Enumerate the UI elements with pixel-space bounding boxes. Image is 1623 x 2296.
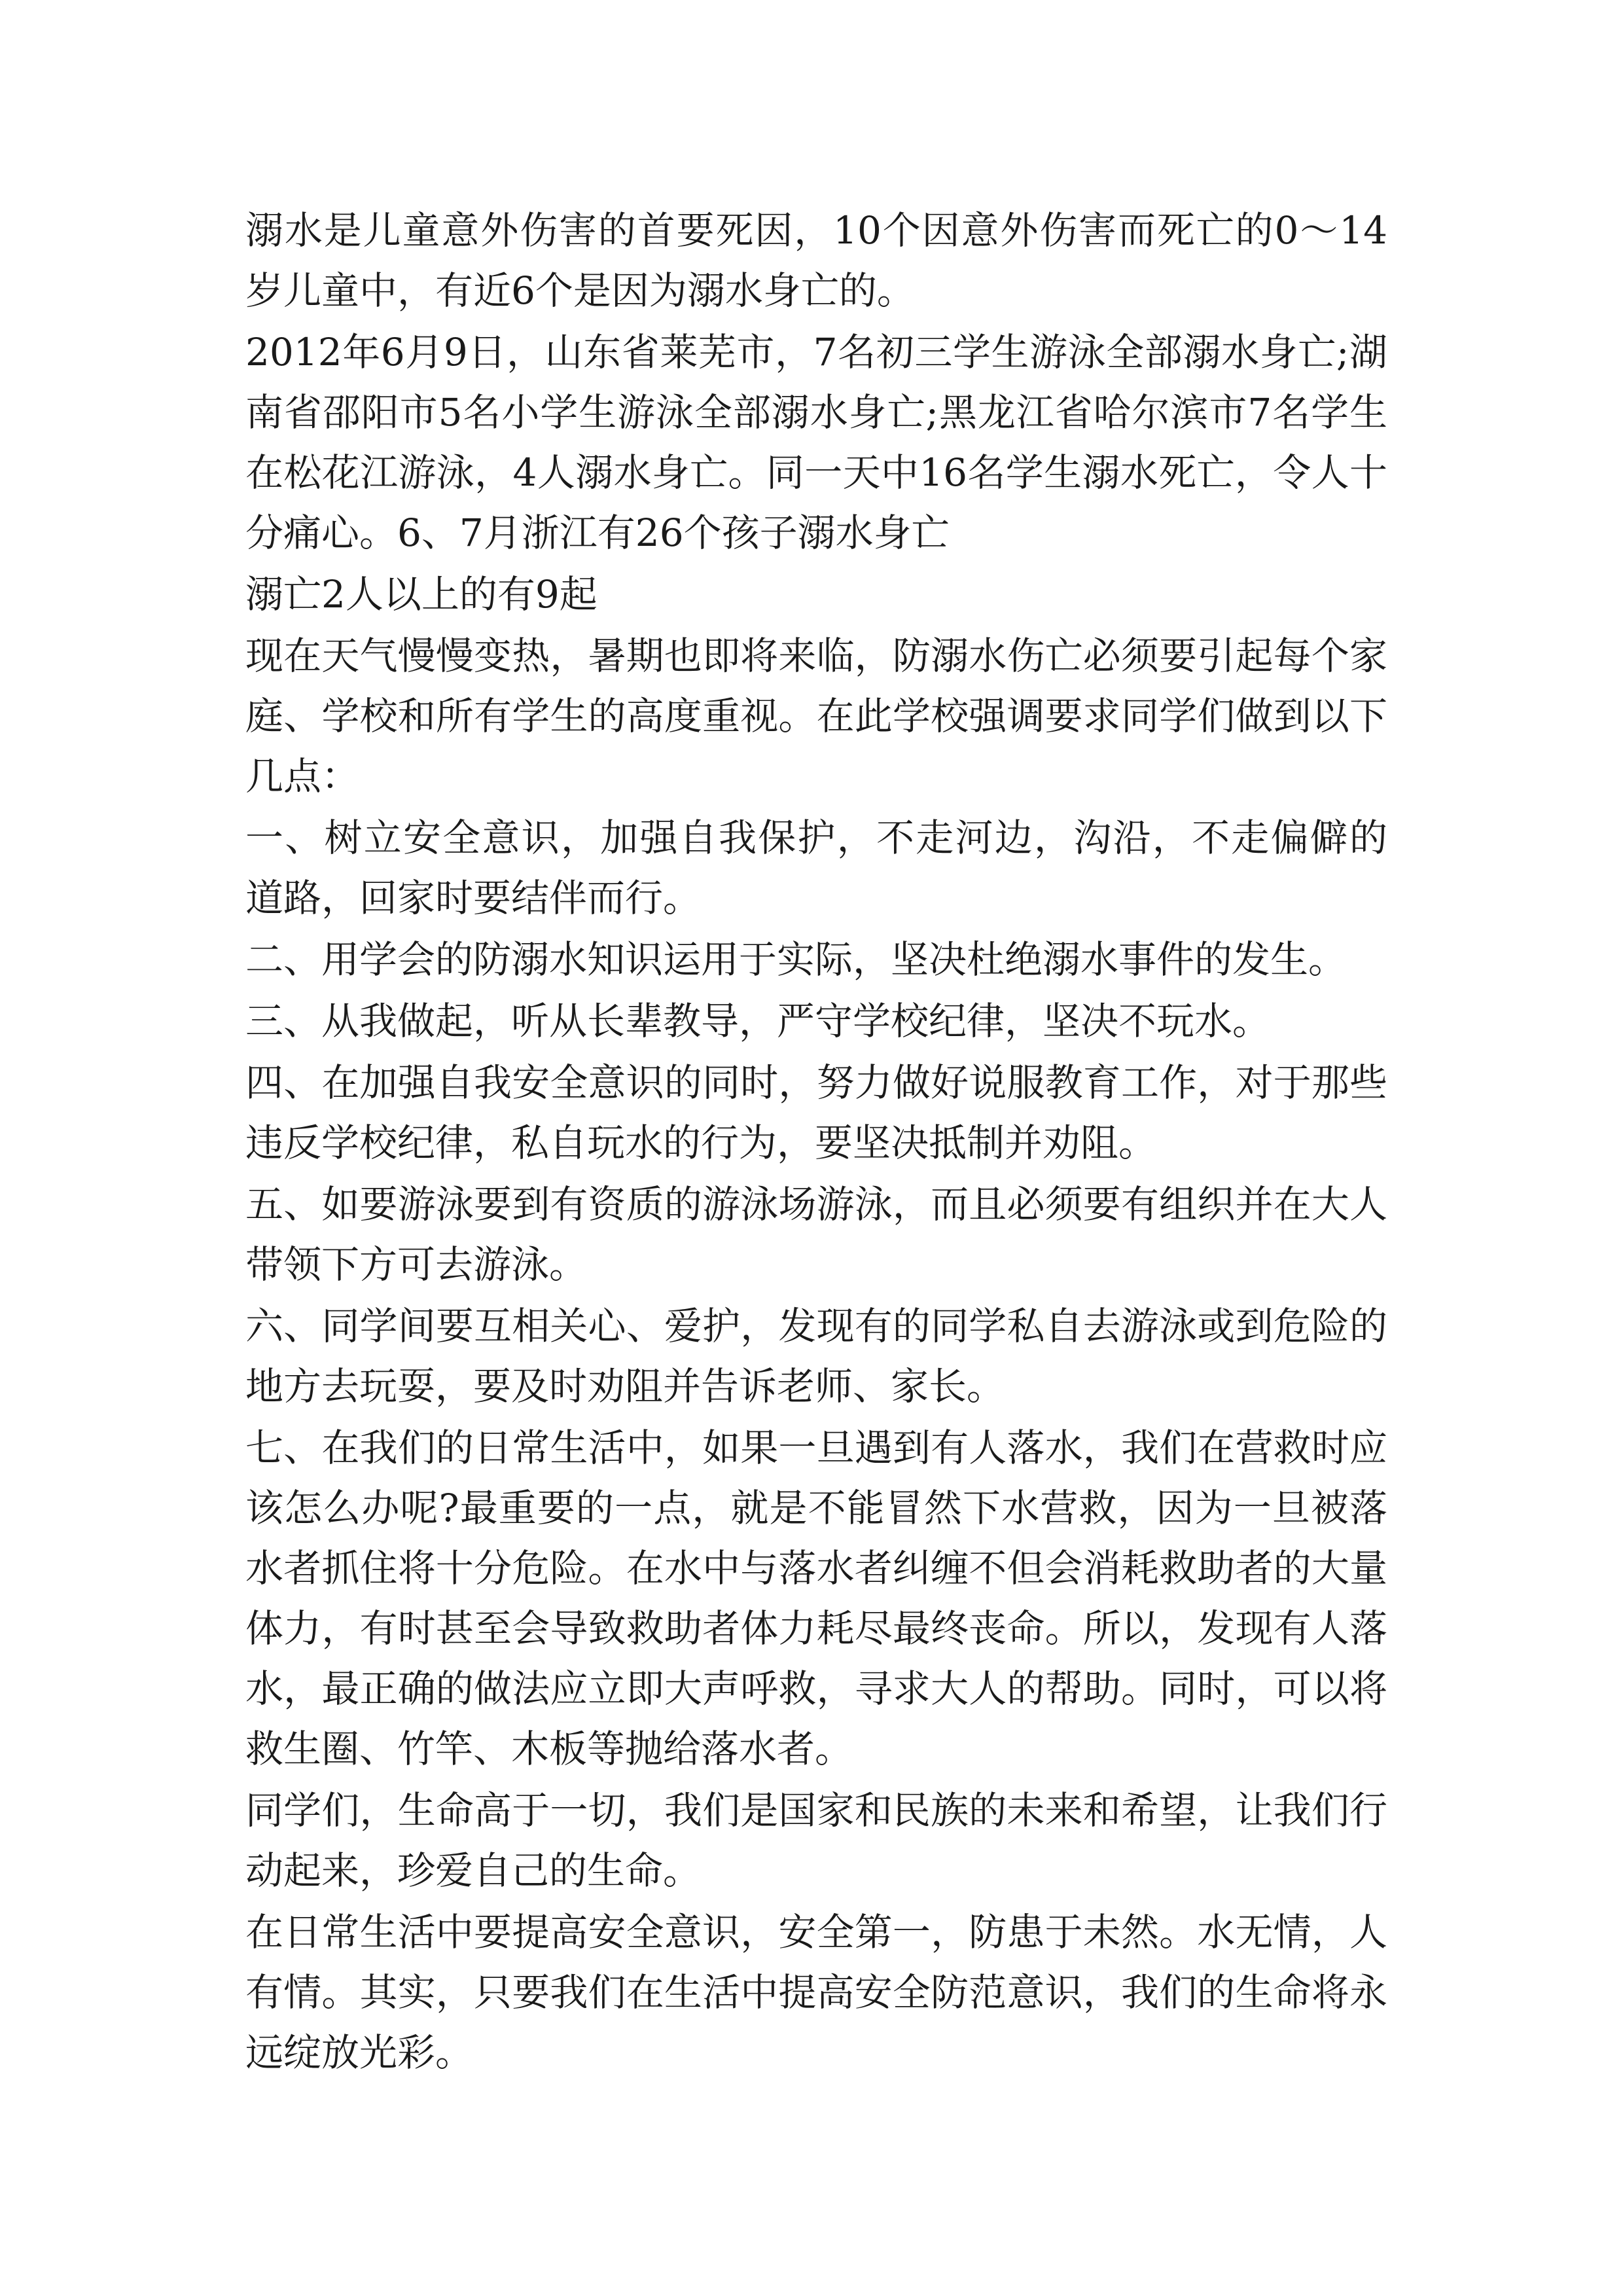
paragraph-2012-incidents: 2012年6月9日，山东省莱芜市，7名初三学生游泳全部溺水身亡;湖南省邵阳市5名小学生游泳全部溺水身亡;黑龙江省哈尔滨市7名学生在松花江游泳，4人溺水身亡。同一天中16名学生溺水死亡，令人十分痛心。6、7月浙江有26个孩子溺水身亡 — [245, 330, 1387, 555]
paragraph-rule-2: 二、用学会的防溺水知识运用于实际，坚决杜绝溺水事件的发生。 — [245, 937, 1347, 982]
paragraph-rule-4: 四、在加强自我安全意识的同时，努力做好说服教育工作，对于那些违反学校纪律，私自玩水的行为，要坚决抵制并劝阻。 — [245, 1060, 1387, 1165]
paragraph-rule-3: 三、从我做起，听从长辈教导，严守学校纪律，坚决不玩水。 — [245, 999, 1271, 1043]
paragraph-conclusion: 在日常生活中要提高安全意识，安全第一，防患于未然。水无情，人有情。其实，只要我们在生活中提高安全防范意识，我们的生命将永远绽放光彩。 — [245, 1910, 1387, 2075]
paragraph-rule-1: 一、树立安全意识，加强自我保护，不走河边，沟沿，不走偏僻的 道路，回家时要结伴而行。 — [245, 816, 1387, 920]
paragraph-rule-7: 七、在我们的日常生活中，如果一旦遇到有人落水，我们在营救时应该怎么办呢?最重要的一点，就是不能冒然下水营救，因为一旦被落水者抓住将十分危险。在水中与落水者纠缠不但会消耗救助者的大量体力，有时甚至会导致救助者体力耗尽最终丧命。所以，发现有人落水，最正确的做法应立即大声呼救，寻求大人的帮助。同时，可以将救生圈、竹竿、木板等抛给落水者。 — [245, 1426, 1387, 1771]
paragraph-drowning-statistic: 溺水是儿童意外伤害的首要死因，10个因意外伤害而死亡的0～14岁儿童中，有近6个是因为溺水身亡的。 — [245, 208, 1387, 313]
paragraph-multiple-deaths: 溺亡2人以上的有9起 — [245, 572, 597, 617]
paragraph-cherish-life: 同学们，生命高于一切，我们是国家和民族的未来和希望，让我们行动起来，珍爱自己的生命。 — [245, 1788, 1387, 1893]
paragraph-rule-5: 五、如要游泳要到有资质的游泳场游泳，而且必须要有组织并在大人带领下方可去游泳。 — [245, 1182, 1387, 1287]
paragraph-summer-warning: 现在天气慢慢变热，暑期也即将来临，防溺水伤亡必须要引起每个家庭、学校和所有学生的高度重视。在此学校强调要求同学们做到以下几点： — [245, 634, 1387, 798]
paragraph-rule-6: 六、同学间要互相关心、爱护，发现有的同学私自去游泳或到危险的地方去玩耍，要及时劝阻并告诉老师、家长。 — [245, 1304, 1387, 1408]
document-body — [245, 200, 1387, 2084]
